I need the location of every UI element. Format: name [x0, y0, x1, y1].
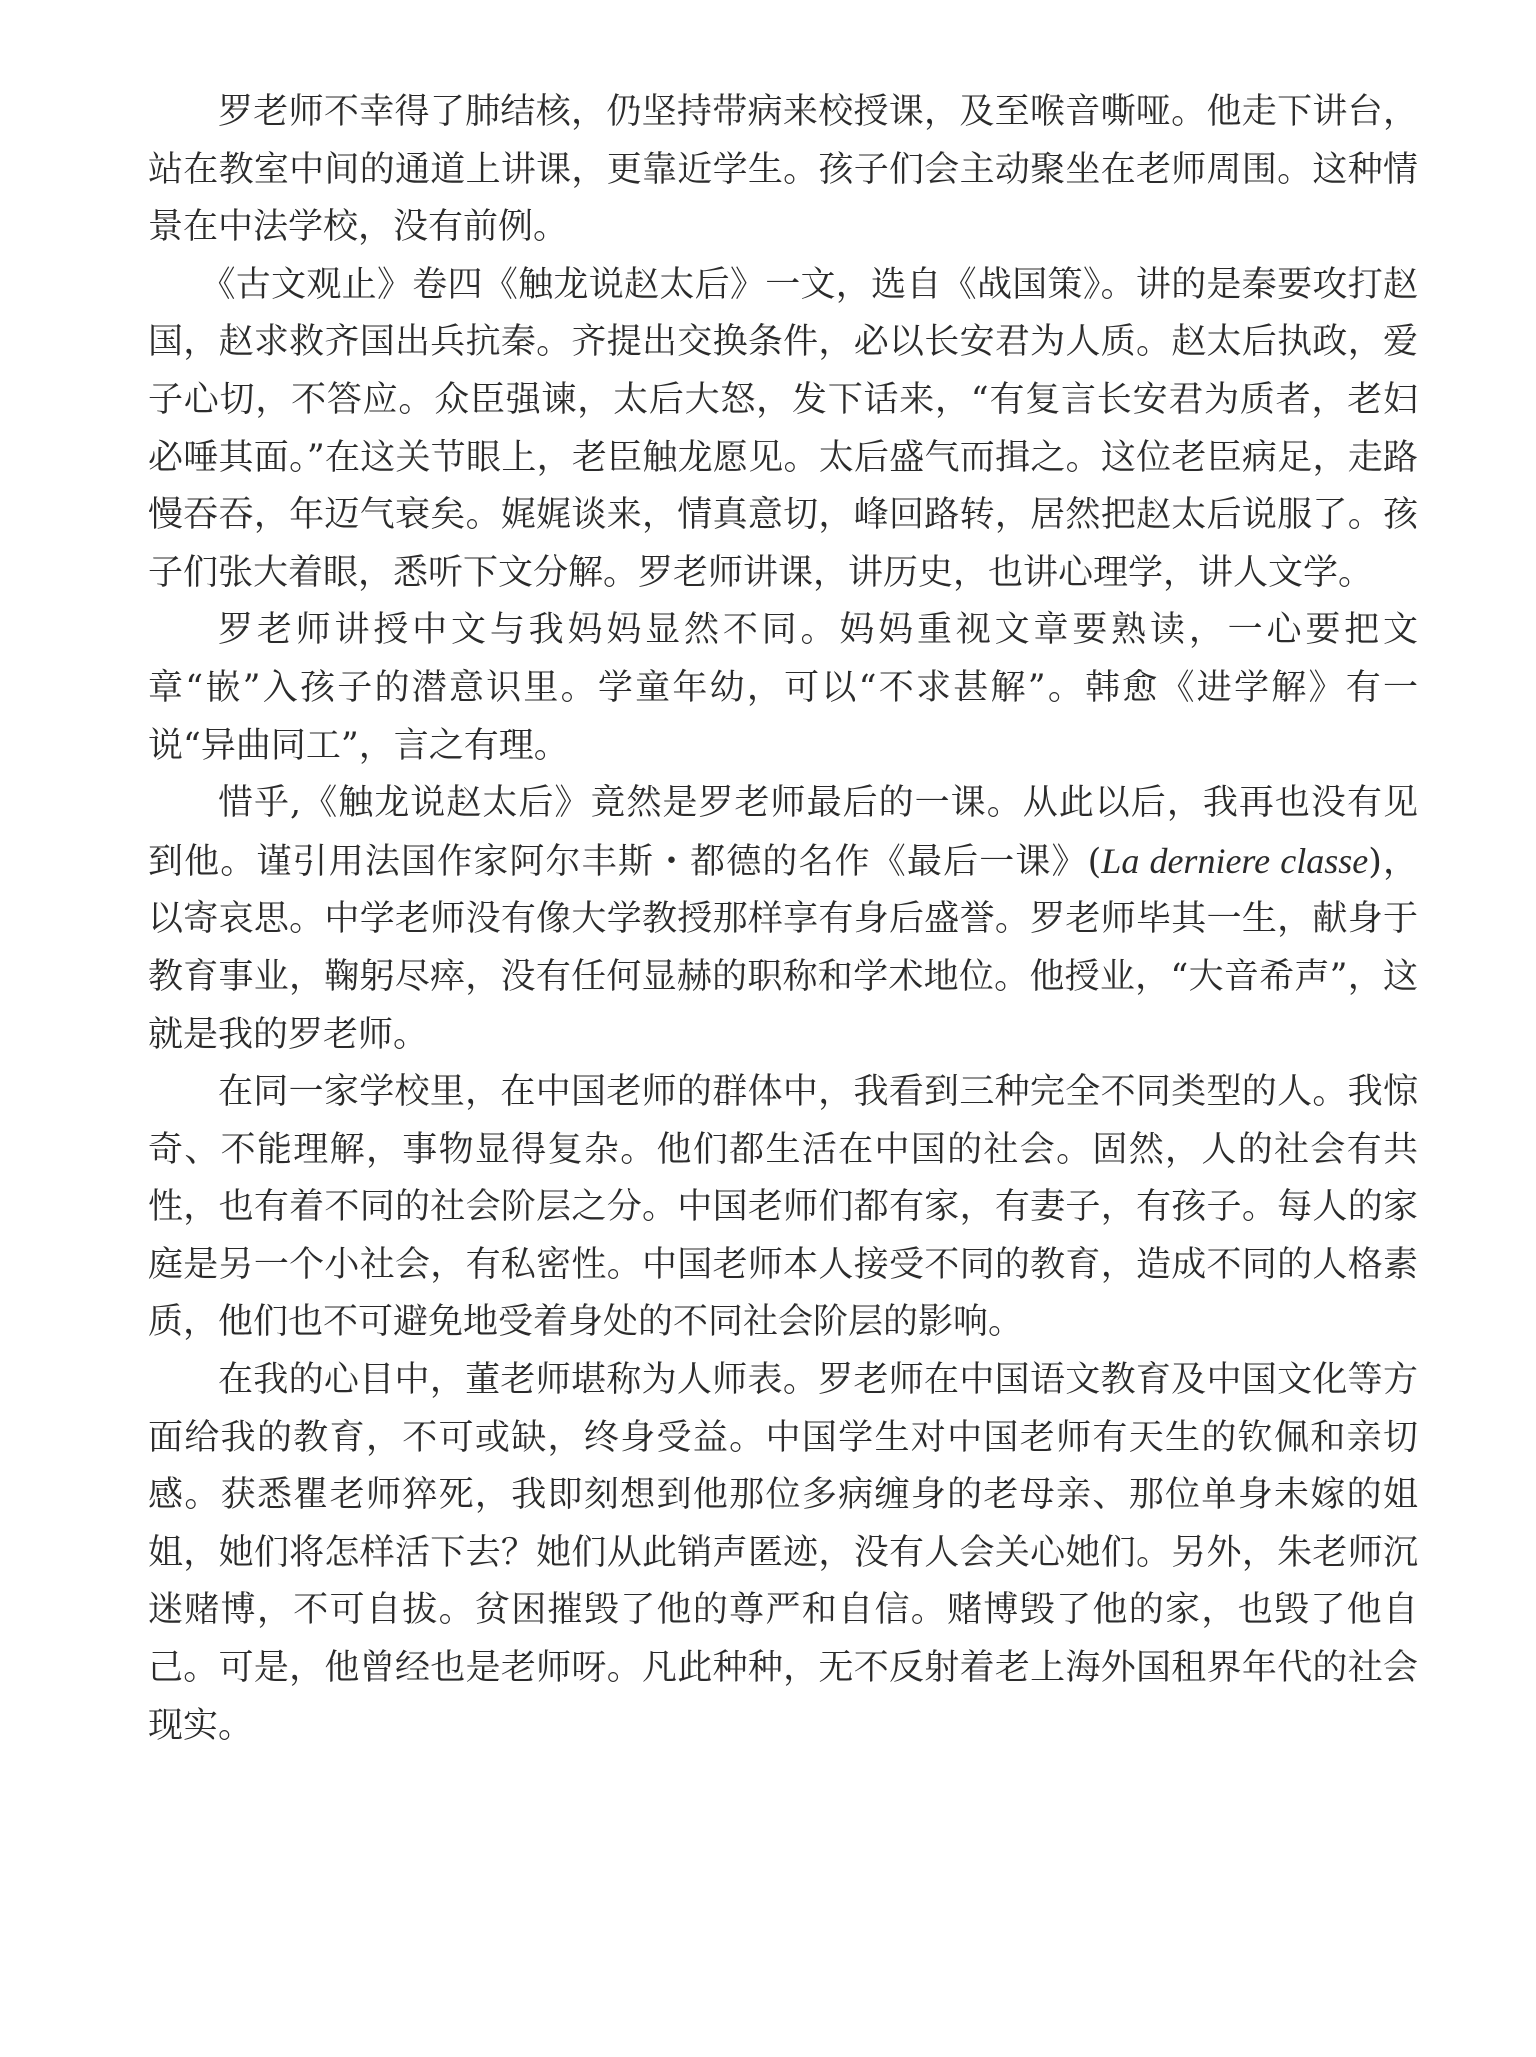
paragraph-1: 罗老师不幸得了肺结核，仍坚持带病来校授课，及至喉音嘶哑。他走下讲台，站在教室中间的通道上讲课，更靠近学生。孩子们会主动聚坐在老师周围。这种情景在中法学校，没有前例。 [148, 92, 1418, 248]
paragraph-5: 在同一家学校里，在中国老师的群体中，我看到三种完全不同类型的人。我惊奇、不能理解，事物显得复杂。他们都生活在中国的社会。固然，人的社会有共性，也有着不同的社会阶层之分。中国老师们都有家，有妻子，有孩子。每人的家庭是另一个小社会，有私密性。中国老师本人接受不同的教育，造成不同的人格素质，他们也不可避免地受着身处的不同社会阶层的影响。 [148, 1072, 1418, 1343]
paragraph-2: 《古文观止》卷四《触龙说赵太后》一文，选自《战国策》。讲的是秦要攻打赵国，赵求救齐国出兵抗秦。齐提出交换条件，必以长安君为人质。赵太后执政，爱子心切，不答应。众臣强谏，太后大怒，发下话来，“有复言长安君为质者，老妇必唾其面。”在这关节眼上，老臣触龙愿见。太后盛气而揖之。这位老臣病足，走路慢吞吞，年迈气衰矣。娓娓谈来，情真意切，峰回路转，居然把赵太后说服了。孩子们张大着眼，悉听下文分解。罗老师讲课，讲历史，也讲心理学，讲人文学。 [148, 264, 1418, 593]
paragraph-4 [148, 775, 1418, 1064]
paragraph-4-french-title: La derniere classe [1101, 840, 1369, 881]
paragraph-4-text-before: 惜乎,《触龙说赵太后》竟然是罗老师最后的一课。从此以后，我再也没有见到他。谨引用法国作家阿尔丰斯・都德的名作《最后一课》( [148, 783, 1418, 882]
paragraph-3: 罗老师讲授中文与我妈妈显然不同。妈妈重视文章要熟读，一心要把文章“嵌”入孩子的潜意识里。学童年幼，可以“不求甚解”。韩愈《进学解》有一说“异曲同工”，言之有理。 [148, 610, 1418, 766]
paragraph-6: 在我的心目中，董老师堪称为人师表。罗老师在中国语文教育及中国文化等方面给我的教育，不可或缺，终身受益。中国学生对中国老师有天生的钦佩和亲切感。获悉瞿老师猝死，我即刻想到他那位多病缠身的老母亲、那位单身未嫁的姐姐，她们将怎样活下去？她们从此销声匿迹，没有人会关心她们。另外，朱老师沉迷赌博，不可自拔。贫困摧毁了他的尊严和自信。赌博毁了他的家，也毁了他自己。可是，他曾经也是老师呀。凡此种种，无不反射着老上海外国租界年代的社会现实。 [148, 1360, 1418, 1746]
paragraph-4-text-after: )，以寄哀思。中学老师没有像大学教授那样享有身后盛誉。罗老师毕其一生，献身于教育事业，鞠躬尽瘁，没有任何显赫的职称和学术地位。他授业，“大音希声”，这就是我的罗老师。 [148, 841, 1418, 1055]
document-page [148, 84, 1418, 1755]
